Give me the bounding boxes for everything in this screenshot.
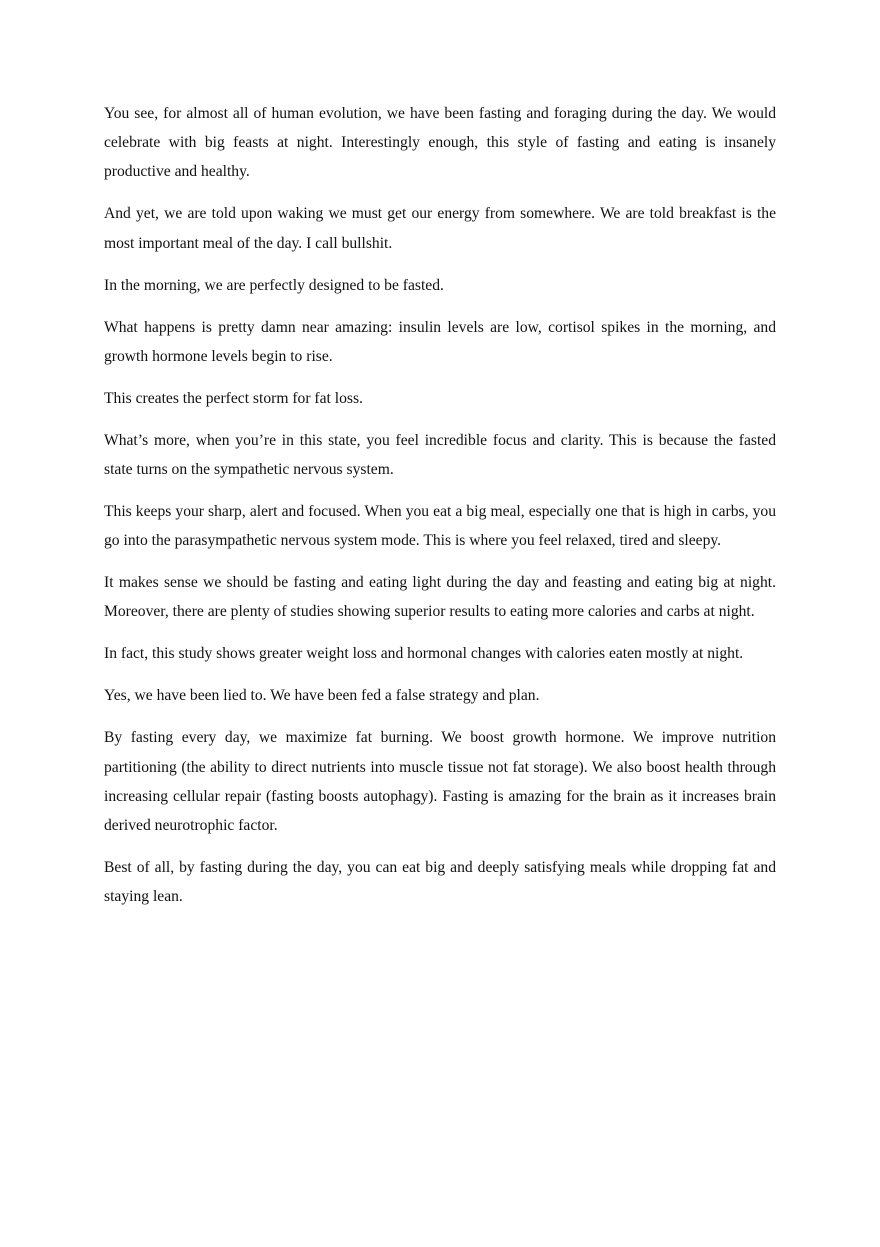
document-page	[104, 99, 776, 924]
paragraph-breakfast: And yet, we are told upon waking we must get our energy from somewhere. We are told breakfast is the most important meal of the day. I call bullshit.	[104, 205, 776, 252]
paragraph-benefits: By fasting every day, we maximize fat burning. We boost growth hormone. We improve nutrition partitioning (the ability to direct nutrients into muscle tissue not fat storage). We also boost health through increasing cellular repair (fasting boosts autophagy). Fasting is amazing for the brain as it increases brain derived neurotrophic factor.	[104, 729, 776, 835]
paragraph-fat-loss: This creates the perfect storm for fat loss.	[104, 389, 363, 407]
paragraph-conclusion: Best of all, by fasting during the day, you can eat big and deeply satisfying meals while dropping fat and staying lean.	[104, 859, 776, 906]
paragraph-lied-to: Yes, we have been lied to. We have been fed a false strategy and plan.	[104, 687, 540, 705]
paragraph-hormones: What happens is pretty damn near amazing: insulin levels are low, cortisol spikes in the morning, and growth hormone levels begin to rise.	[104, 318, 776, 365]
paragraph-study: In fact, this study shows greater weight loss and hormonal changes with calories eaten mostly at night.	[104, 645, 744, 663]
paragraph-big-meal: This keeps your sharp, alert and focused. When you eat a big meal, especially one that is high in carbs, you go into the parasympathetic nervous system mode. This is where you feel relaxed, tired and sleepy.	[104, 503, 776, 550]
paragraph-night-eating: It makes sense we should be fasting and eating light during the day and feasting and eating big at night. Moreover, there are plenty of studies showing superior results to eating more calories and carbs at night.	[104, 574, 776, 621]
paragraph-focus: What’s more, when you’re in this state, you feel incredible focus and clarity. This is because the fasted state turns on the sympathetic nervous system.	[104, 431, 776, 479]
paragraph-evolution: You see, for almost all of human evolution, we have been fasting and foraging during the day. We would celebrate with big feasts at night. Interestingly enough, this style of fasting and eating is insanely productive and healthy.	[104, 105, 776, 181]
paragraph-morning: In the morning, we are perfectly designed to be fasted.	[104, 276, 444, 294]
